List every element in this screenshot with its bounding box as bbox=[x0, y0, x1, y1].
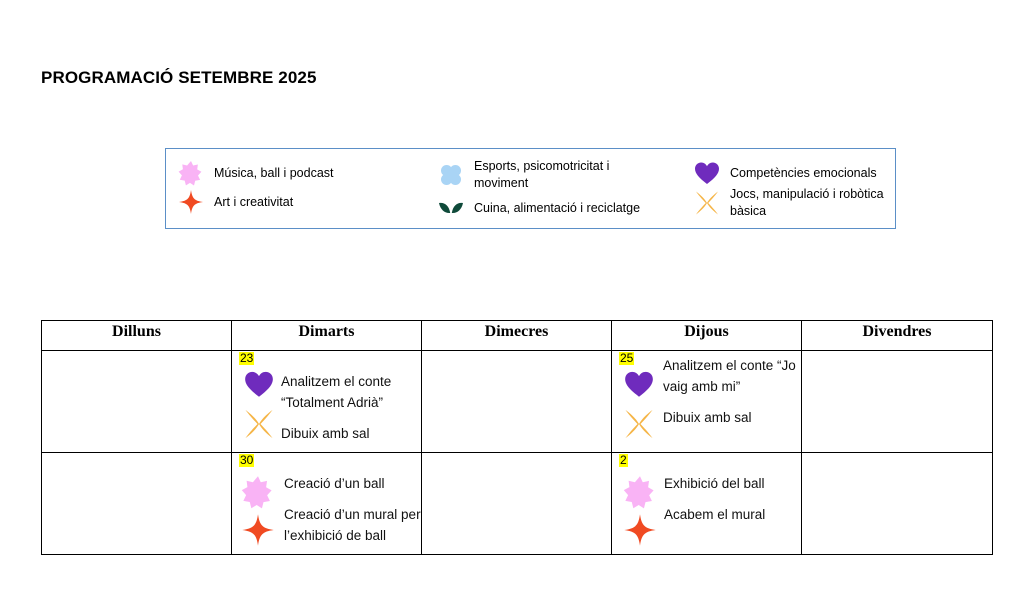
cell-wednesday bbox=[422, 453, 612, 555]
calendar-header-row bbox=[42, 321, 993, 351]
activity-text: Analitzem el conte “Jo vaig amb mi” bbox=[663, 358, 796, 394]
legend-label-musica: Música, ball i podcast bbox=[214, 165, 334, 180]
legend-label-emocions: Competències emocionals bbox=[730, 165, 877, 180]
legend-item-jocs bbox=[694, 186, 894, 220]
leaves-icon bbox=[438, 195, 464, 221]
cross-icon bbox=[694, 190, 720, 216]
week-row bbox=[42, 351, 993, 453]
activity-text: Acabem el mural bbox=[664, 507, 766, 522]
cross-icon bbox=[243, 408, 275, 440]
header-dijous: Dijous bbox=[612, 321, 802, 351]
legend-item-emocions bbox=[694, 160, 877, 186]
heart-icon bbox=[694, 160, 720, 186]
cell-friday bbox=[802, 351, 993, 453]
legend-label-art: Art i creativitat bbox=[214, 194, 294, 209]
date-badge: 30 bbox=[240, 453, 254, 467]
date-badge: 25 bbox=[620, 351, 634, 365]
week-row bbox=[42, 453, 993, 555]
activity-text: Dibuix amb sal bbox=[281, 426, 370, 441]
legend-item-musica bbox=[178, 160, 334, 186]
flower-icon bbox=[241, 475, 275, 509]
header-divendres: Divendres bbox=[802, 321, 993, 351]
heart-icon bbox=[243, 369, 275, 399]
flower-icon bbox=[178, 160, 204, 186]
sparkle-icon bbox=[623, 513, 657, 547]
legend-label-cuina: Cuina, alimentació i reciclatge bbox=[474, 200, 641, 215]
legend-item-cuina bbox=[438, 195, 640, 221]
legend-label-jocs: Jocs, manipulació i robòtica bàsica bbox=[730, 187, 884, 218]
cell-thursday bbox=[612, 351, 802, 453]
activity-text: Creació d’un ball bbox=[284, 476, 385, 491]
cell-thursday bbox=[612, 453, 802, 555]
legend-box bbox=[165, 148, 896, 229]
header-dimarts: Dimarts bbox=[232, 321, 422, 351]
cell-wednesday bbox=[422, 351, 612, 453]
clover-icon bbox=[438, 162, 464, 188]
activity-text: Creació d’un mural per l’exhibició de ball bbox=[284, 507, 421, 543]
legend-label-esports: Esports, psicomotricitat i moviment bbox=[474, 159, 610, 190]
activity-text: Analitzem el conte “Totalment Adrià” bbox=[281, 374, 392, 410]
page-title: PROGRAMACIÓ SETEMBRE 2025 bbox=[41, 68, 317, 87]
header-dimecres: Dimecres bbox=[422, 321, 612, 351]
sparkle-icon bbox=[241, 513, 275, 547]
legend-item-art bbox=[178, 189, 293, 215]
date-badge: 2 bbox=[620, 453, 627, 467]
calendar-table bbox=[41, 320, 993, 555]
activity-text: Dibuix amb sal bbox=[663, 410, 752, 425]
cell-tuesday bbox=[232, 453, 422, 555]
activity-text: Exhibició del ball bbox=[664, 476, 765, 491]
cell-monday bbox=[42, 351, 232, 453]
date-badge: 23 bbox=[240, 351, 254, 365]
cell-monday bbox=[42, 453, 232, 555]
legend-item-esports bbox=[438, 158, 628, 192]
cross-icon bbox=[623, 408, 655, 440]
cell-friday bbox=[802, 453, 993, 555]
cell-tuesday bbox=[232, 351, 422, 453]
header-dilluns: Dilluns bbox=[42, 321, 232, 351]
flower-icon bbox=[623, 475, 657, 509]
sparkle-icon bbox=[178, 189, 204, 215]
heart-icon bbox=[623, 369, 655, 399]
